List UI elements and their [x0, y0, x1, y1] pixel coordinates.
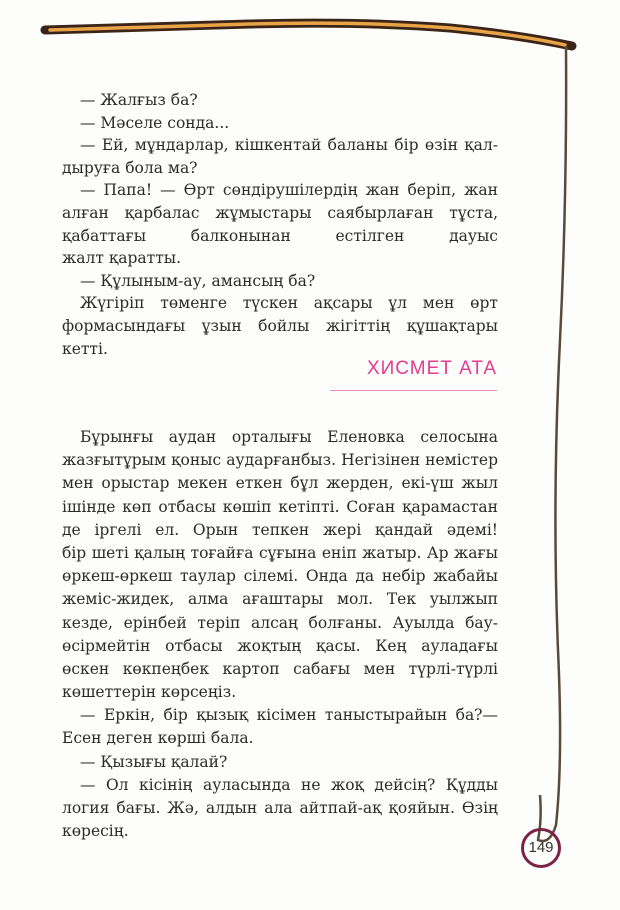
- text-line: алған қарбалас жұмыстары саябырлаған тұста,: [62, 203, 498, 222]
- heading-divider: [330, 390, 497, 391]
- text-line: — Құлыным-ау, амансың ба?: [80, 271, 316, 290]
- section-heading: ХИСМЕТ АТА: [366, 358, 497, 379]
- story-text: [62, 426, 498, 843]
- text-line: кезде, ерінбей теріп алсаң болғаны. Ауылда бау-: [62, 613, 498, 632]
- text-line: — Еркін, бір қызық кісімен таныстырайын ба?—: [80, 706, 498, 725]
- text-line: де іргелі ел. Орын тепкен жері қандай әдемі!: [62, 520, 498, 539]
- text-line: Есен деген көрші бала.: [62, 729, 254, 748]
- text-line: — Жалғыз ба?: [80, 91, 198, 109]
- text-line: өсірмейтін отбасы жоқтың қасы. Кең ауладағы: [62, 636, 498, 655]
- story-continuation-text: [62, 89, 498, 360]
- text-line: логия бағы. Жә, алдын ала айтпай-ақ қояйын. Өзің: [62, 799, 498, 817]
- text-line: — Мәселе сонда...: [80, 113, 230, 132]
- right-stick-decoration: [538, 46, 566, 841]
- text-line: ішінде көп отбасы көшіп кетіпті. Соған қарамастан: [62, 497, 498, 516]
- text-line: көшеттерін көрсеңіз.: [62, 683, 237, 702]
- text-line: көресің.: [62, 822, 129, 841]
- text-line: — Ей, мұндарлар, кішкентай баланы бір өзін қал-: [80, 136, 498, 155]
- text-line: бір шеті қалың тоғайға сұғына еніп жатыр. Ар жағы: [62, 543, 498, 562]
- text-line: Бұрынғы аудан орталығы Еленовка селосына: [80, 428, 498, 446]
- text-line: жазғытұрым қоныс аударғанбыз. Негізінен немістер: [62, 451, 498, 470]
- text-line: өскен көкпеңбек картоп сабағы мен түрлі-түрлі: [62, 659, 498, 678]
- text-line: қабаттағы балконынан естілген дауыс: [62, 226, 498, 245]
- text-line: дыруға бола ма?: [62, 158, 198, 177]
- text-line: жалт қаратты.: [62, 249, 182, 268]
- text-line: — Қызығы қалай?: [80, 752, 228, 771]
- text-line: мен орыстар мекен еткен бұл жерден, екі-үш жыл: [62, 474, 498, 493]
- text-line: формасындағы ұзын бойлы жігіттің құшақтары: [62, 316, 498, 335]
- text-line: — Ол кісінің ауласында не жоқ дейсің? Құдды: [80, 775, 498, 794]
- text-line: жеміс-жидек, алма ағаштары мол. Тек уылжып: [62, 590, 498, 609]
- text-line: кетті.: [62, 339, 108, 358]
- text-line: Жүгіріп төменге түскен ақсары ұл мен өрт: [80, 294, 498, 313]
- text-line: өркеш-өркеш таулар сілемі. Онда да небір жабайы: [62, 567, 498, 586]
- page-number: 149: [521, 828, 561, 868]
- text-line: — Папа! — Өрт сөндірушілердің жан беріп, жан: [80, 181, 498, 200]
